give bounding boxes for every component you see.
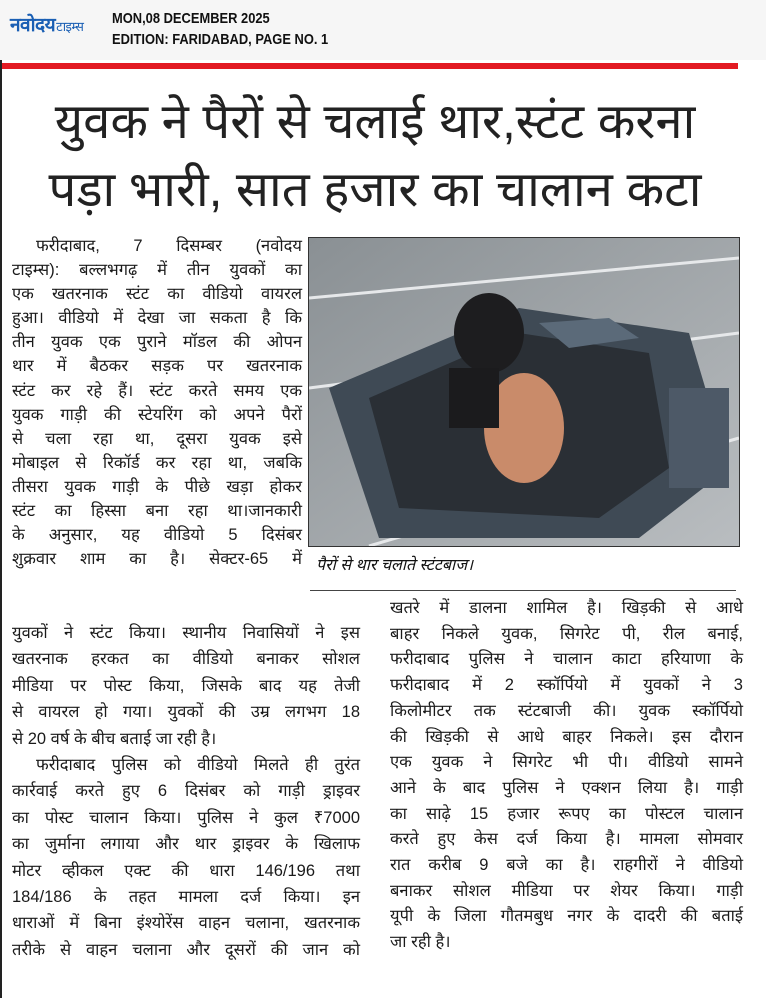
text-line: तीन युवक एक पुराने मॉडल की ओपन xyxy=(12,333,302,352)
text-line: हुआ। वीडियो में देखा जा सकता है कि xyxy=(12,309,302,328)
text-line: फरीदाबाद, 7 दिसम्बर (नवोदय xyxy=(36,237,302,255)
text-line: यूपी के जिला गौतमबुध नगर के दादरी की बताई xyxy=(390,907,743,926)
text-line: जा रही है। xyxy=(390,933,451,952)
article-column-1 xyxy=(12,234,302,571)
text-line: धाराओं में बिना इंश्योरेंस वाहन चलाना, खतरनाक xyxy=(12,914,360,933)
edition-info xyxy=(112,8,328,50)
text-line: फरीदाबाद पुलिस को वीडियो मिलते ही तुरंत xyxy=(36,756,360,775)
text-line: रात करीब 9 बजे का है। राहगीरों ने वीडियो xyxy=(390,856,743,875)
text-line: किलोमीटर तक स्टंटबाजी की। युवक स्कॉर्पियो xyxy=(390,701,743,720)
text-line: शुक्रवार शाम का है। सेक्टर-65 में xyxy=(12,550,302,569)
headline-line: पड़ा भारी, सात हजार का चालान कटा xyxy=(48,163,702,217)
text-line: थार में बैठकर सड़क पर खतरनाक xyxy=(12,357,302,376)
text-line: स्टंट कर रहे हैं। स्टंट करते समय एक xyxy=(12,381,302,400)
text-line: खतरनाक हरकत का वीडियो बनाकर सोशल xyxy=(12,650,360,669)
text-line: का जुर्माना लगाया और थार ड्राइवर के खिलाफ xyxy=(12,835,360,854)
text-line: आने के बाद पुलिस ने एक्शन लिया है। गाड़ी xyxy=(390,778,743,797)
article-column-1-continued xyxy=(12,620,360,963)
text-line: के अनुसार, यह वीडियो 5 दिसंबर xyxy=(12,526,302,545)
text-line: मीडिया पर पोस्ट किया, जिसके बाद यह तेजी xyxy=(12,676,360,695)
text-line: का पोस्ट चालान किया। पुलिस ने कुल ₹7000 xyxy=(12,808,360,827)
text-line: से चला रहा था, दूसरा युवक इसे xyxy=(12,429,302,448)
text-line: एक युवक ने सिगरेट भी पी। वीडियो सामने xyxy=(390,753,743,772)
text-line: बाहर निकले युवक, सिगरेट पी, रील बनाई, xyxy=(390,624,743,643)
text-line: तीसरा युवक गाड़ी के पीछे खड़ा होकर xyxy=(12,477,302,496)
thar-stunt-photo xyxy=(309,238,739,546)
text-line: तरीके से वाहन चलाना और दूसरों की जान को xyxy=(12,940,360,959)
text-line: का साढ़े 15 हजार रूपए का पोस्टल चालान xyxy=(390,804,743,823)
text-line: मोबाइल से रिकॉर्ड कर रहा था, जबकि xyxy=(12,453,302,472)
publication-date: MON,08 DECEMBER 2025 xyxy=(112,10,270,27)
text-line: युवकों ने स्टंट किया। स्थानीय निवासियों ने इस xyxy=(12,624,360,642)
text-line: कार्रवाई करते हुए 6 दिसंबर को गाड़ी ड्राइवर xyxy=(12,782,360,801)
text-line: फरीदाबाद में 2 स्कॉर्पियो में युवकों ने 3 xyxy=(390,676,743,695)
newspaper-logo xyxy=(10,11,83,37)
text-line: स्टंट का हिस्सा बना रहा था।जानकारी xyxy=(12,502,302,521)
page-header xyxy=(0,0,766,60)
text-line: की खिड़की से आधे बाहर निकले। इस दौरान xyxy=(390,727,743,746)
text-line: एक खतरनाक स्टंट का वीडियो वायरल xyxy=(12,285,302,304)
text-line: मोटर व्हीकल एक्ट की धारा 146/196 तथा xyxy=(12,861,360,880)
text-line: फरीदाबाद पुलिस ने चालान काटा हरियाणा के xyxy=(390,650,743,669)
headline-line: युवक ने पैरों से चलाई थार,स्टंट करना xyxy=(54,95,696,149)
caption-divider xyxy=(310,590,736,591)
text-line: 184/186 के तहत मामला दर्ज किया। इन xyxy=(12,888,360,907)
text-line: टाइम्स): बल्लभगढ़ में तीन युवकों का xyxy=(12,261,302,280)
text-line: करते हुए केस दर्ज किया है। मामला सोमवार xyxy=(390,830,743,849)
article-column-2 xyxy=(390,596,743,956)
text-line: से वायरल हो गया। युवकों की उम्र लगभग 18 xyxy=(12,703,360,722)
text-line: युवक गाड़ी की स्टेयरिंग को अपने पैरों xyxy=(12,405,302,424)
text-line: बनाकर सोशल मीडिया पर शेयर किया। गाड़ी xyxy=(390,881,743,900)
left-border xyxy=(0,60,2,998)
edition-page: EDITION: FARIDABAD, PAGE NO. 1 xyxy=(112,31,329,48)
article-photo xyxy=(308,237,740,547)
text-line: से 20 वर्ष के बीच बताई जा रही है। xyxy=(12,729,217,748)
header-divider xyxy=(0,63,738,69)
logo-sub: टाइम्स xyxy=(56,19,84,34)
article-headline xyxy=(10,88,740,224)
text-line: खतरे में डालना शामिल है। खिड़की से आधे xyxy=(390,599,743,617)
logo-main: नवोदय xyxy=(10,15,56,36)
photo-caption: पैरों से थार चलाते स्टंटबाज। xyxy=(316,557,474,574)
